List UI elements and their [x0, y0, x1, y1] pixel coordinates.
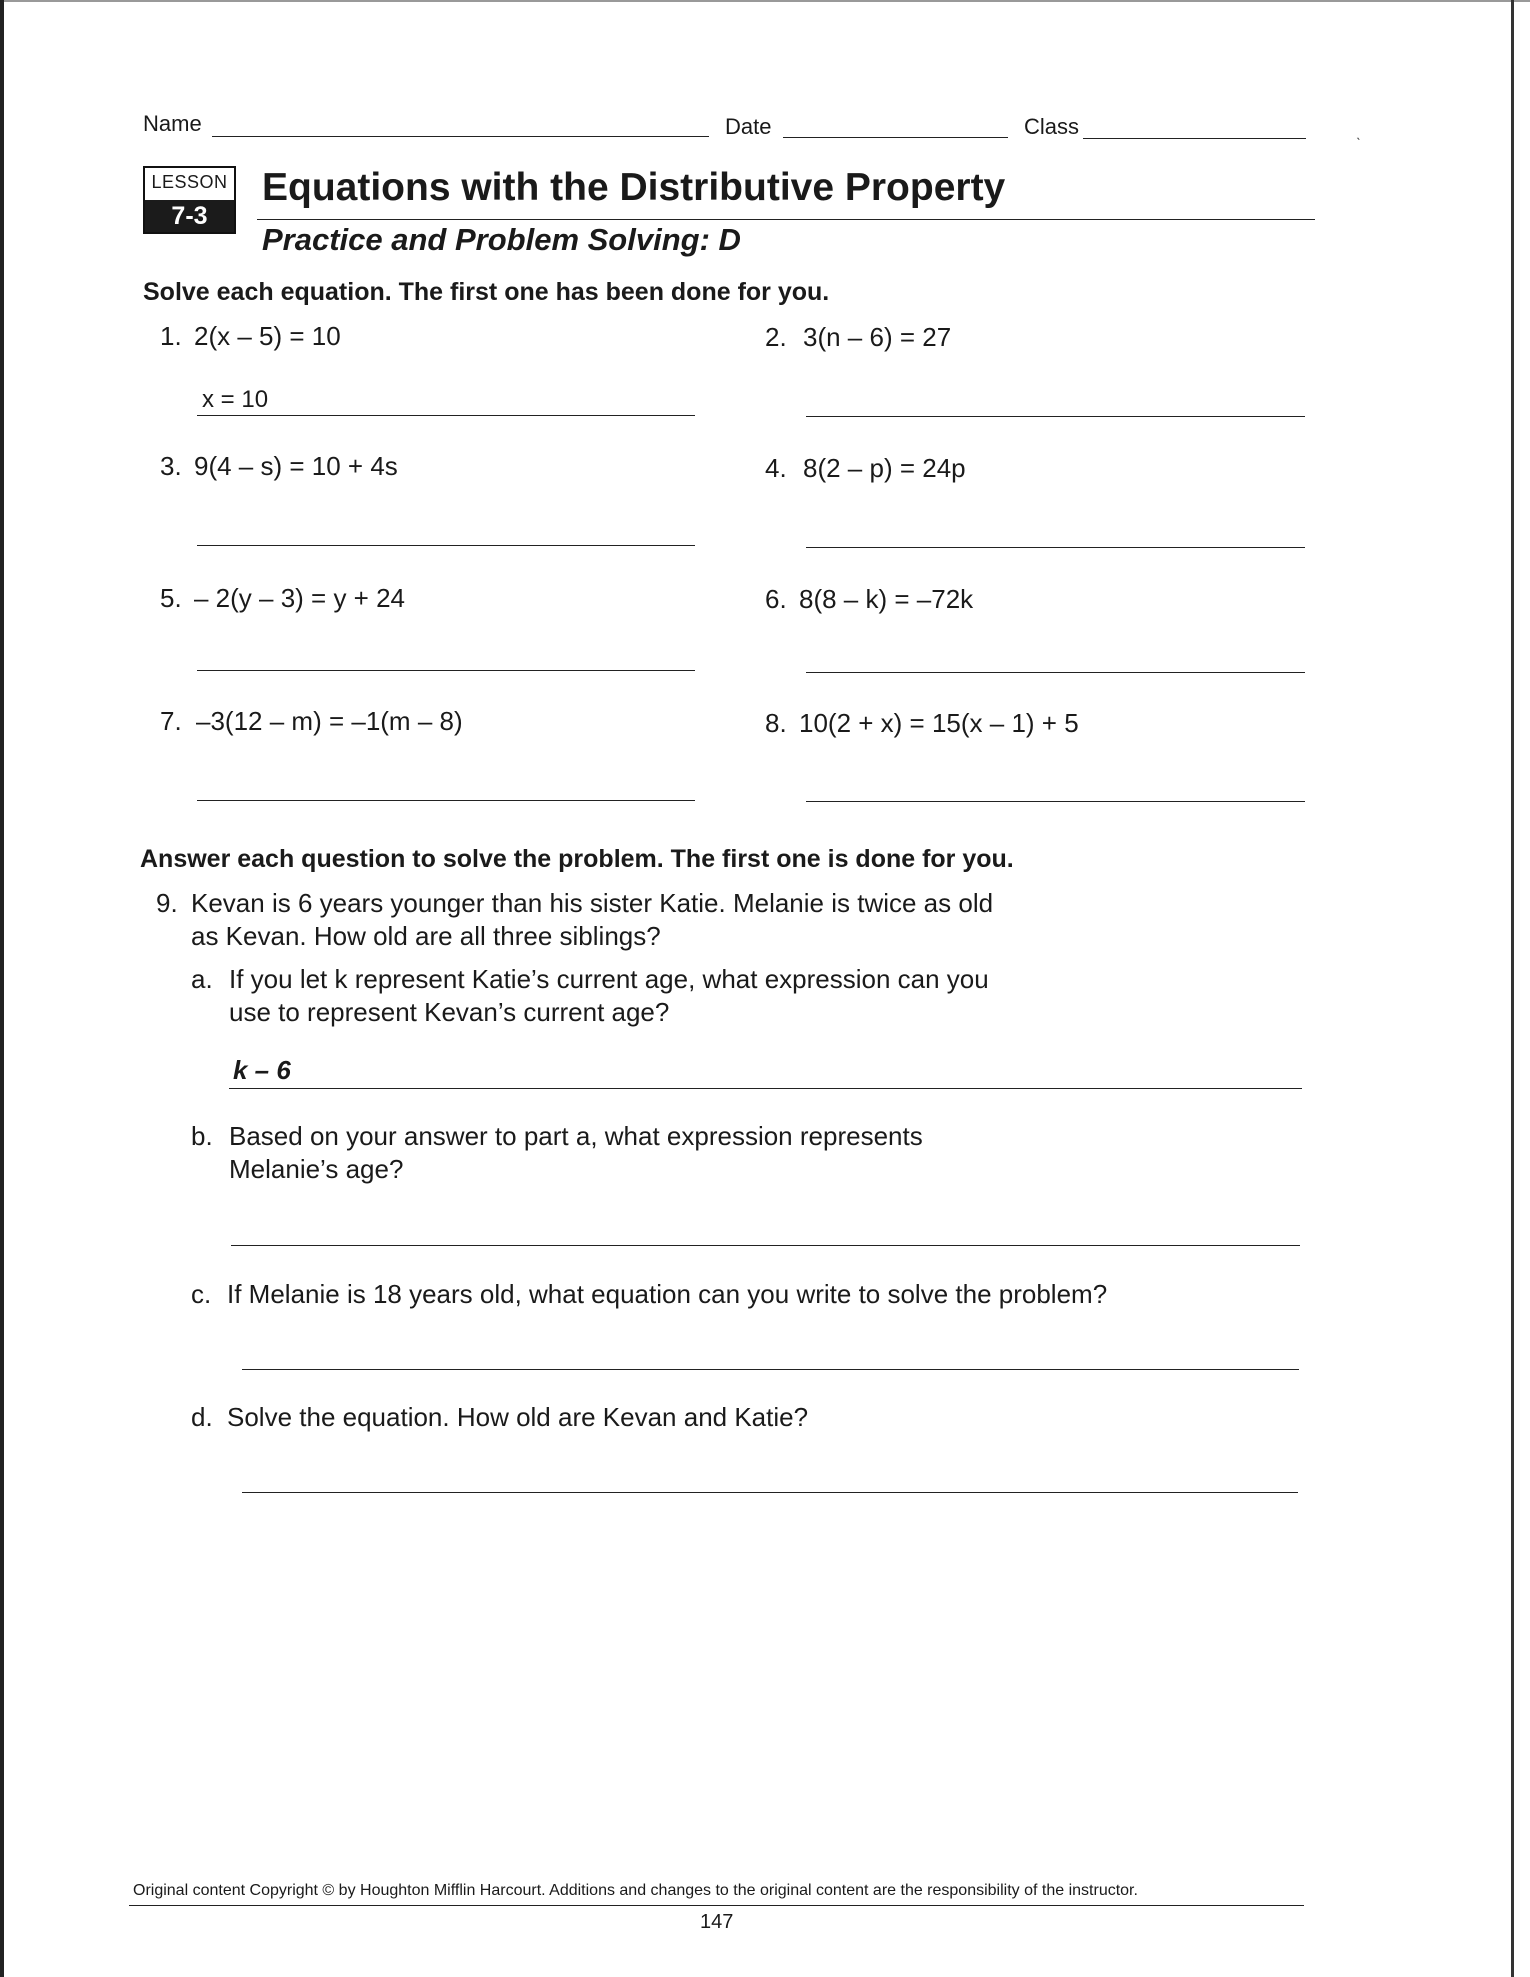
- title-underline: [257, 219, 1315, 220]
- part-b-answer-line[interactable]: [231, 1245, 1300, 1246]
- problem-9-number: 9.: [156, 888, 178, 918]
- section1-instruction: Solve each equation. The first one has been done for you.: [143, 278, 830, 306]
- name-field[interactable]: [212, 136, 709, 137]
- lesson-badge: [143, 166, 236, 234]
- problem-5-number: 5.: [160, 583, 182, 613]
- lesson-subtitle: Practice and Problem Solving: D: [262, 222, 741, 257]
- problem-1-answer: x = 10: [202, 386, 269, 413]
- problem-1-equation: 2(x – 5) = 10: [194, 321, 341, 351]
- footer-rule: [129, 1905, 1304, 1906]
- part-a-letter: a.: [191, 964, 213, 994]
- date-label: Date: [725, 114, 772, 139]
- part-b-letter: b.: [191, 1121, 213, 1151]
- problem-1-answer-line[interactable]: [197, 415, 695, 416]
- problem-4-equation: 8(2 – p) = 24p: [803, 453, 966, 483]
- problem-2-number: 2.: [765, 322, 787, 352]
- part-a-answer: k – 6: [233, 1055, 291, 1085]
- part-c-text-line1: If Melanie is 18 years old, what equation can you write to solve the problem?: [227, 1279, 1108, 1309]
- problem-7-number: 7.: [160, 706, 182, 736]
- problem-8-answer-line[interactable]: [806, 801, 1305, 802]
- section2-instruction: Answer each question to solve the problem. The first one is done for you.: [140, 845, 1014, 873]
- problem-5-equation: – 2(y – 3) = y + 24: [194, 583, 406, 613]
- page-number: 147: [700, 1911, 734, 1933]
- scan-edge-right: [1511, 0, 1514, 1977]
- problem-3-number: 3.: [160, 451, 182, 481]
- part-b-text-line1: Based on your answer to part a, what expression represents: [229, 1121, 923, 1151]
- problem-2-answer-line[interactable]: [806, 416, 1305, 417]
- scan-speck: ˎ: [1356, 124, 1362, 141]
- problem-6-answer-line[interactable]: [806, 672, 1305, 673]
- part-c-answer-line[interactable]: [242, 1369, 1299, 1370]
- problem-4-answer-line[interactable]: [806, 547, 1305, 548]
- problem-5-answer-line[interactable]: [197, 670, 695, 671]
- part-d-answer-line[interactable]: [242, 1492, 1298, 1493]
- problem-8-number: 8.: [765, 708, 787, 738]
- problem-1-number: 1.: [160, 321, 182, 351]
- problem-3-equation: 9(4 – s) = 10 + 4s: [194, 451, 398, 481]
- problem-6-number: 6.: [765, 584, 787, 614]
- part-a-text-line1: If you let k represent Katie’s current age, what expression can you: [229, 964, 989, 994]
- part-d-text-line1: Solve the equation. How old are Kevan and Katie?: [227, 1402, 809, 1432]
- problem-9-text-line1: Kevan is 6 years younger than his sister Katie. Melanie is twice as old: [191, 888, 994, 918]
- lesson-badge-number: 7-3: [145, 200, 234, 232]
- date-field[interactable]: [783, 137, 1008, 138]
- class-label: Class: [1024, 114, 1080, 139]
- lesson-badge-word: LESSON: [151, 172, 228, 192]
- class-field[interactable]: [1083, 138, 1306, 139]
- part-a-text-line2: use to represent Kevan’s current age?: [229, 997, 670, 1027]
- lesson-title: Equations with the Distributive Property: [262, 166, 1006, 209]
- scan-edge-top: [0, 0, 1530, 2]
- part-a-answer-line[interactable]: [229, 1088, 1302, 1089]
- problem-2-equation: 3(n – 6) = 27: [803, 322, 952, 352]
- problem-3-answer-line[interactable]: [197, 545, 695, 546]
- problem-9-text-line2: as Kevan. How old are all three siblings?: [191, 921, 661, 951]
- problem-4-number: 4.: [765, 453, 787, 483]
- part-b-text-line2: Melanie’s age?: [229, 1154, 404, 1184]
- problem-8-equation: 10(2 + x) = 15(x – 1) + 5: [799, 708, 1079, 738]
- part-d-letter: d.: [191, 1402, 213, 1432]
- problem-6-equation: 8(8 – k) = –72k: [799, 584, 974, 614]
- problem-7-equation: –3(12 – m) = –1(m – 8): [196, 706, 463, 736]
- copyright-notice: Original content Copyright © by Houghton Mifflin Harcourt. Additions and changes to the original content are the responsibility of the instructor.: [133, 1882, 1138, 1899]
- problem-7-answer-line[interactable]: [197, 800, 695, 801]
- name-label: Name: [143, 111, 202, 136]
- part-c-letter: c.: [191, 1279, 212, 1309]
- scan-edge-left: [0, 0, 4, 1977]
